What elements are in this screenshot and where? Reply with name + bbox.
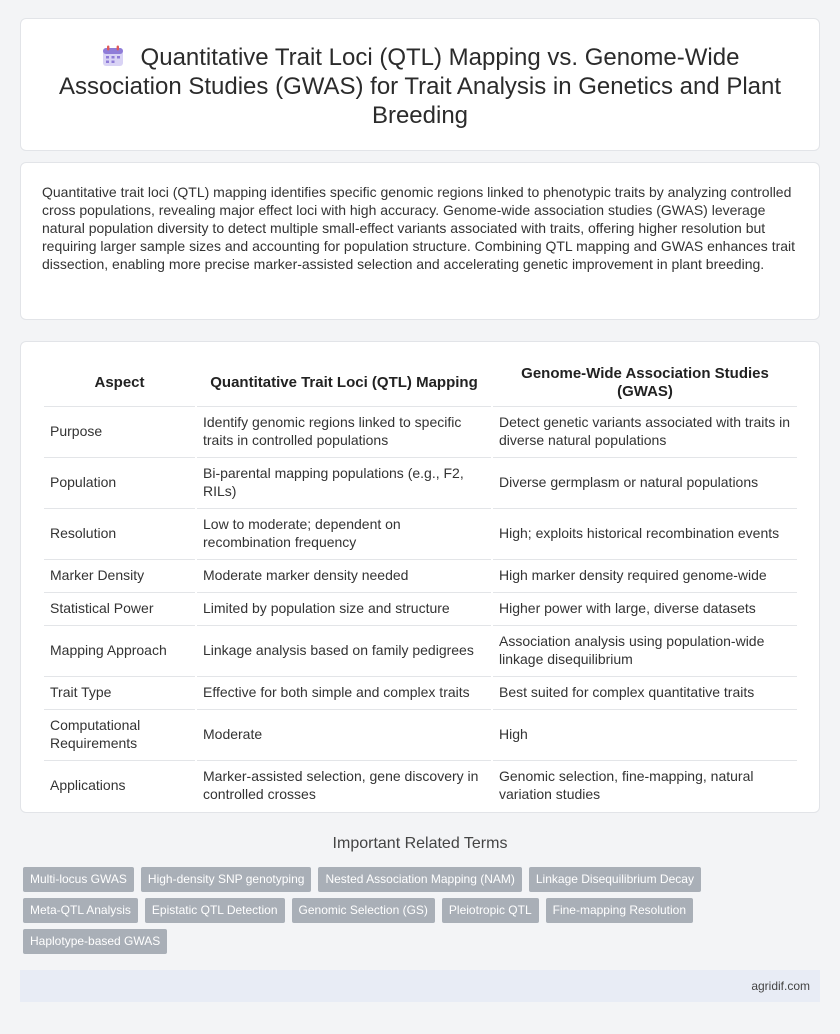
related-terms-title: Important Related Terms: [332, 835, 508, 852]
tag-haplotype-based-gwas[interactable]: Haplotype-based GWAS: [23, 929, 167, 954]
table-row: [44, 457, 797, 506]
row-qtl: Moderate marker density needed: [197, 559, 491, 590]
row-gwas: Higher power with large, diverse datasets: [493, 592, 797, 623]
header-qtl: Quantitative Trait Loci (QTL) Mapping: [210, 374, 478, 391]
table-row: [44, 592, 797, 623]
header-gwas: Genome-Wide Association Studies (GWAS): [521, 365, 769, 400]
tag-epistatic-qtl-detection[interactable]: Epistatic QTL Detection: [145, 898, 285, 923]
page-title: [51, 43, 789, 130]
table-row: [44, 676, 797, 707]
row-qtl: Linkage analysis based on family pedigrees: [197, 625, 491, 674]
title-block: [51, 43, 789, 130]
row-gwas: Detect genetic variants associated with traits in diverse natural populations: [493, 406, 797, 455]
footer-site-link[interactable]: agridif.com: [751, 979, 810, 993]
tag-nested-association-mapping[interactable]: Nested Association Mapping (NAM): [318, 867, 521, 892]
row-aspect: Resolution: [44, 508, 195, 557]
calendar-icon: [101, 44, 125, 68]
page-title-text: Quantitative Trait Loci (QTL) Mapping vs. Genome-Wide Association Studies (GWAS) for Trait Analysis in Genetics and Plant Breeding: [58, 44, 782, 129]
tag-fine-mapping-resolution[interactable]: Fine-mapping Resolution: [546, 898, 693, 923]
comparison-table: [42, 358, 799, 811]
footer: [20, 970, 820, 1002]
comparison-table-card: [20, 341, 820, 813]
row-qtl: Low to moderate; dependent on recombination frequency: [197, 508, 491, 557]
tag-high-density-snp-genotyping[interactable]: High-density SNP genotyping: [141, 867, 312, 892]
row-aspect: Applications: [44, 760, 195, 809]
row-gwas: Best suited for complex quantitative traits: [493, 676, 797, 707]
row-qtl: Identify genomic regions linked to specific traits in controlled populations: [197, 406, 491, 455]
tag-meta-qtl-analysis[interactable]: Meta-QTL Analysis: [23, 898, 138, 923]
table-row: [44, 760, 797, 809]
summary-card: [20, 162, 820, 320]
summary-paragraph: Quantitative trait loci (QTL) mapping identifies specific genomic regions linked to phenotypic traits by analyzing controlled cross populations, revealing major effect loci with high accuracy. Genome-wide association studies (GWAS) leverage natural population diversity to detect multiple small-effect variants associated with traits, offering higher resolution but requiring larger sample sizes and accounting for population structure. Combining QTL mapping and GWAS enhances trait dissection, enabling more precise marker-assisted selection and accelerating genetic improvement in plant breeding.: [42, 184, 796, 272]
row-aspect: Mapping Approach: [44, 625, 195, 674]
row-gwas: Association analysis using population-wide linkage disequilibrium: [493, 625, 797, 674]
row-aspect: Statistical Power: [44, 592, 195, 623]
row-qtl: Effective for both simple and complex traits: [197, 676, 491, 707]
related-terms-tags: [20, 864, 820, 957]
row-aspect: Computational Requirements: [44, 709, 195, 758]
row-gwas: Diverse germplasm or natural populations: [493, 457, 797, 506]
row-aspect: Population: [44, 457, 195, 506]
row-aspect: Marker Density: [44, 559, 195, 590]
row-qtl: Limited by population size and structure: [197, 592, 491, 623]
header-aspect: Aspect: [94, 374, 145, 391]
table-header-row: [44, 360, 797, 404]
table-row: [44, 709, 797, 758]
row-gwas: High; exploits historical recombination events: [493, 508, 797, 557]
tag-genomic-selection[interactable]: Genomic Selection (GS): [292, 898, 435, 923]
tag-multi-locus-gwas[interactable]: Multi-locus GWAS: [23, 867, 134, 892]
table-row: [44, 508, 797, 557]
tag-pleiotropic-qtl[interactable]: Pleiotropic QTL: [442, 898, 539, 923]
row-qtl: Moderate: [197, 709, 491, 758]
row-qtl: Marker-assisted selection, gene discovery in controlled crosses: [197, 760, 491, 809]
table-row: [44, 559, 797, 590]
tag-linkage-disequilibrium-decay[interactable]: Linkage Disequilibrium Decay: [529, 867, 701, 892]
row-aspect: Purpose: [44, 406, 195, 455]
row-gwas: High marker density required genome-wide: [493, 559, 797, 590]
row-gwas: High: [493, 709, 797, 758]
row-qtl: Bi-parental mapping populations (e.g., F2, RILs): [197, 457, 491, 506]
table-row: [44, 625, 797, 674]
table-row: [44, 406, 797, 455]
row-gwas: Genomic selection, fine-mapping, natural variation studies: [493, 760, 797, 809]
header-card: [20, 18, 820, 151]
row-aspect: Trait Type: [44, 676, 195, 707]
